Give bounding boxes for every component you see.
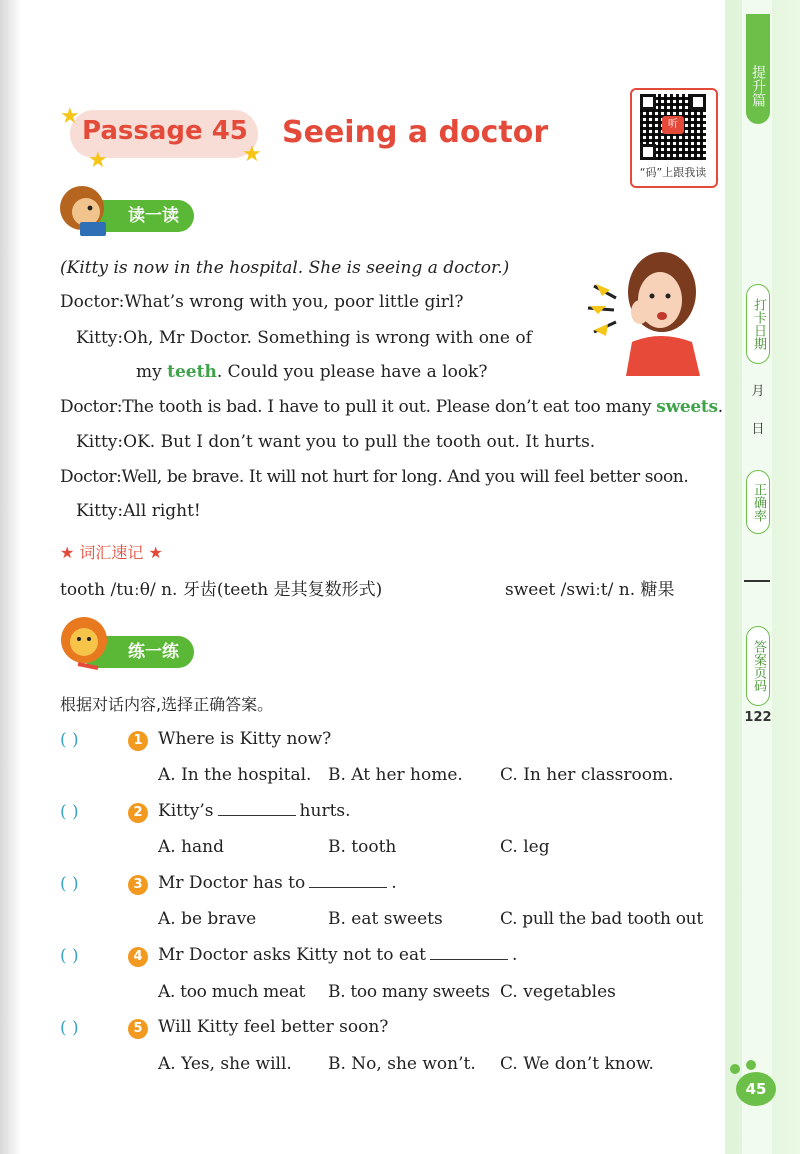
answer-page-number: 122: [744, 710, 772, 725]
vocab-word: sweets: [656, 397, 718, 417]
lion-icon: [58, 614, 110, 672]
dialogue-line: [76, 501, 201, 521]
hedgehog-reading-icon: [56, 180, 112, 242]
star-icon: ★: [88, 148, 108, 173]
dialogue-text: All right!: [123, 501, 201, 521]
question-stem: .: [391, 873, 397, 893]
question-text: [158, 873, 397, 893]
dialogue-text: . Could you please have a look?: [216, 362, 488, 382]
question-stem: Mr Doctor has to: [158, 873, 306, 893]
option-b[interactable]: B. too many sweets: [328, 982, 490, 1002]
option-c[interactable]: C. pull the bad tooth out: [500, 909, 703, 929]
dialogue-text: Oh, Mr Doctor. Something is wrong with one of: [123, 328, 532, 348]
dialogue-text: What’s wrong with you, poor little girl?: [124, 292, 464, 312]
answer-page-label: 答案页码: [746, 626, 770, 706]
dialogue-text: The tooth is bad. I have to pull it out. Please don’t eat too many: [122, 397, 657, 417]
option-a[interactable]: A. be brave: [158, 909, 257, 929]
dialogue-line: [60, 467, 688, 487]
dialogue-line: [76, 328, 532, 348]
question-stem: .: [511, 945, 518, 965]
question-text: [158, 801, 351, 821]
option-a[interactable]: A. Yes, she will.: [158, 1054, 292, 1074]
star-icon: ★: [242, 142, 262, 167]
question-number-icon: 4: [128, 947, 148, 967]
listen-icon: 听: [662, 116, 684, 134]
question-number-icon: 2: [128, 803, 148, 823]
answer-blank[interactable]: [309, 887, 387, 888]
dialogue-text: OK. But I don’t want you to pull the tooth out. It hurts.: [123, 432, 596, 452]
question-stem: Kitty’s: [158, 801, 214, 821]
answer-bracket[interactable]: ( ): [60, 946, 79, 966]
read-section-label: 读一读: [82, 200, 194, 232]
dialogue-line: [60, 292, 463, 312]
dialogue-line: [76, 432, 595, 452]
girl-toothache-illustration: [580, 246, 716, 376]
vocab-item: tooth /tuːθ/ n. 牙齿(teeth 是其复数形式): [60, 580, 383, 600]
option-a[interactable]: A. In the hospital.: [158, 765, 312, 785]
speaker-label: Doctor:: [60, 397, 123, 417]
page-title: Seeing a doctor: [282, 115, 549, 150]
option-a[interactable]: A. hand: [158, 837, 224, 857]
practice-section-label: 练一练: [82, 636, 194, 668]
speaker-label: Doctor:: [60, 292, 125, 312]
qr-finder-icon: [690, 94, 706, 110]
star-icon: ★: [60, 104, 80, 129]
question-number-icon: 1: [128, 731, 148, 751]
question-stem: Will Kitty feel better soon?: [158, 1017, 389, 1037]
speaker-label: Kitty:: [76, 432, 124, 452]
answer-bracket[interactable]: ( ): [60, 1018, 79, 1038]
dialogue-text: my: [136, 362, 168, 382]
question-number-icon: 5: [128, 1019, 148, 1039]
answer-bracket[interactable]: ( ): [60, 874, 79, 894]
question-text: [158, 1017, 388, 1037]
question-stem: Mr Doctor asks Kitty not to eat: [158, 945, 426, 965]
side-band: [742, 0, 772, 1154]
page-binding-shadow: [0, 0, 22, 1154]
answer-blank[interactable]: [218, 815, 296, 816]
dialogue-line: [136, 362, 487, 382]
accuracy-label: 正确率: [746, 470, 770, 534]
accuracy-dash: [744, 580, 770, 582]
option-c[interactable]: C. leg: [500, 837, 550, 857]
qr-caption: “码”上跟我读: [639, 166, 707, 179]
dialogue-text: Well, be brave. It will not hurt for long. And you will feel better soon.: [121, 467, 689, 487]
speaker-label: Kitty:: [76, 328, 124, 348]
option-c[interactable]: C. vegetables: [500, 982, 616, 1002]
practice-instruction: 根据对话内容,选择正确答案。: [60, 695, 274, 714]
answer-blank[interactable]: [430, 959, 508, 960]
qr-finder-icon: [640, 94, 656, 110]
option-b[interactable]: B. tooth: [328, 837, 397, 857]
checkin-date-label: 打卡日期: [746, 284, 770, 364]
speaker-label: Doctor:: [60, 467, 122, 487]
vocab-item: sweet /swiːt/ n. 糖果: [505, 580, 675, 600]
option-a[interactable]: A. too much meat: [158, 982, 306, 1002]
vocab-heading: ★ 词汇速记 ★: [60, 543, 163, 562]
month-label: 月: [751, 384, 765, 399]
question-text: [158, 729, 331, 749]
answer-bracket[interactable]: ( ): [60, 730, 79, 750]
page-number: 45: [736, 1072, 776, 1106]
passage-number: Passage 45: [82, 116, 248, 146]
question-number-icon: 3: [128, 875, 148, 895]
day-label: 日: [751, 422, 765, 437]
option-c[interactable]: C. In her classroom.: [500, 765, 674, 785]
answer-bracket[interactable]: ( ): [60, 802, 79, 822]
speaker-label: Kitty:: [76, 501, 124, 521]
option-b[interactable]: B. eat sweets: [328, 909, 443, 929]
section-tab: 提升篇: [746, 14, 770, 124]
question-stem: Where is Kitty now?: [158, 729, 332, 749]
dialogue-text: .: [717, 397, 723, 417]
option-b[interactable]: B. No, she won’t.: [328, 1054, 476, 1074]
dialogue-line: [60, 397, 723, 417]
option-b[interactable]: B. At her home.: [328, 765, 463, 785]
qr-finder-icon: [640, 144, 656, 160]
question-text: [158, 945, 517, 965]
dialogue-intro: (Kitty is now in the hospital. She is seeing a doctor.): [60, 258, 510, 278]
option-c[interactable]: C. We don’t know.: [500, 1054, 654, 1074]
question-stem: hurts.: [299, 801, 351, 821]
vocab-word: teeth: [167, 362, 217, 382]
